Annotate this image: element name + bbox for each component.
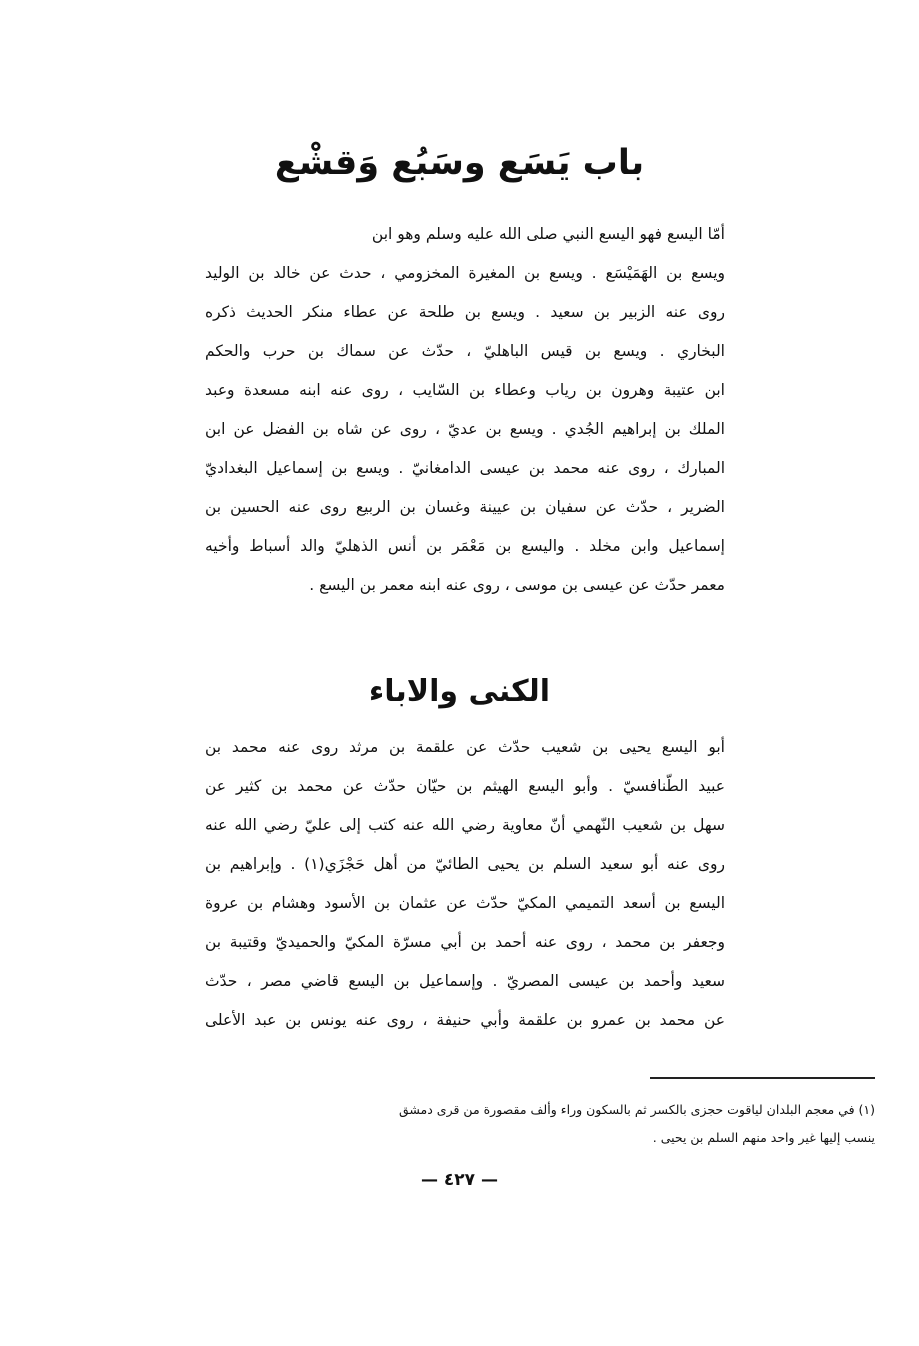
text-line: وجعفر بن محمد ، روى عنه أحمد بن أبي مسرّة المكيّ والحميديّ وقتيبة بن — [205, 933, 725, 951]
footnote-divider — [650, 1077, 875, 1079]
text-line: الضرير ، حدّث عن سفيان بن عيينة وغسان بن الربيع روى عنه الحسين بن — [205, 498, 725, 516]
text-line: روى عنه أبو سعيد السلم بن يحيى الطائيّ من أهل حَجْزَي(١) . وإبراهيم بن — [205, 855, 725, 873]
text-line: سعيد وأحمد بن عيسى المصريّ . وإسماعيل بن اليسع قاضي مصر ، حدّث — [205, 972, 725, 990]
text-line: الملك بن إبراهيم الجُدي . ويسع بن عديّ ، روى عن شاه بن الفضل عن ابن — [205, 420, 725, 438]
text-line: إسماعيل وابن مخلد . واليسع بن مَعْمَر بن أنس الذهليّ والد أسباط وأخيه — [205, 537, 725, 555]
section-yasa-text — [205, 215, 725, 605]
section-title-kuna: الكنى والاباء — [368, 674, 551, 709]
section-kuna-text — [205, 728, 725, 1040]
text-line: سهل بن شعيب النّهمي أنّ معاوية رضي الله عنه كتب إلى عليّ رضي الله عنه — [205, 816, 725, 834]
text-line: المبارك ، روى عنه محمد بن عيسى الدامغانيّ . ويسع بن إسماعيل البغداديّ — [205, 459, 725, 477]
text-line: عبيد الطّنافسيّ . وأبو اليسع الهيثم بن حيّان حدّث عن محمد بن كثير عن — [205, 777, 725, 795]
text-line: أمّا اليسع فهو اليسع النبي صلى الله عليه وسلم وهو ابن — [371, 225, 725, 243]
page-number: — ٤٢٧ — — [421, 1170, 498, 1190]
text-line: البخاري . ويسع بن قيس الباهليّ ، حدّث عن سماك بن حرب والحكم — [205, 342, 725, 360]
text-line: اليسع بن أسعد التميمي المكيّ حدّث عن عثمان بن الأسود وهشام بن عروة — [205, 894, 725, 912]
footnotes — [300, 1096, 875, 1152]
text-line: معمر حدّث عن عيسى بن موسى ، روى عنه ابنه معمر بن اليسع . — [309, 576, 725, 594]
text-line: عن محمد بن عمرو بن علقمة وأبي حنيفة ، روى عنه يونس بن عبد الأعلى — [205, 1011, 725, 1029]
text-line: أبو اليسع يحيى بن شعيب حدّث عن علقمة بن مرثد روى عنه محمد بن — [205, 738, 725, 756]
chapter-title: باب يَسَع وسَبُع وَقشْع — [274, 143, 645, 183]
text-line: ابن عتيبة وهرون بن رياب وعطاء بن السّايب ، روى عنه ابنه مسعدة وعبد — [205, 381, 725, 399]
text-line: روى عنه الزبير بن سعيد . ويسع بن طلحة عن عطاء منكر الحديث ذكره — [205, 303, 725, 321]
footnote-line: (١) في معجم البلدان لياقوت حجزى بالكسر ثم بالسكون وراء وألف مقصورة من قرى دمشق — [398, 1102, 875, 1117]
footnote-line: ينسب إليها غير واحد منهم السلم بن يحيى . — [652, 1130, 875, 1145]
text-line: ويسع بن الهَمَيْسَع . ويسع بن المغيرة المخزومي ، حدث عن خالد بن الوليد — [205, 264, 725, 282]
